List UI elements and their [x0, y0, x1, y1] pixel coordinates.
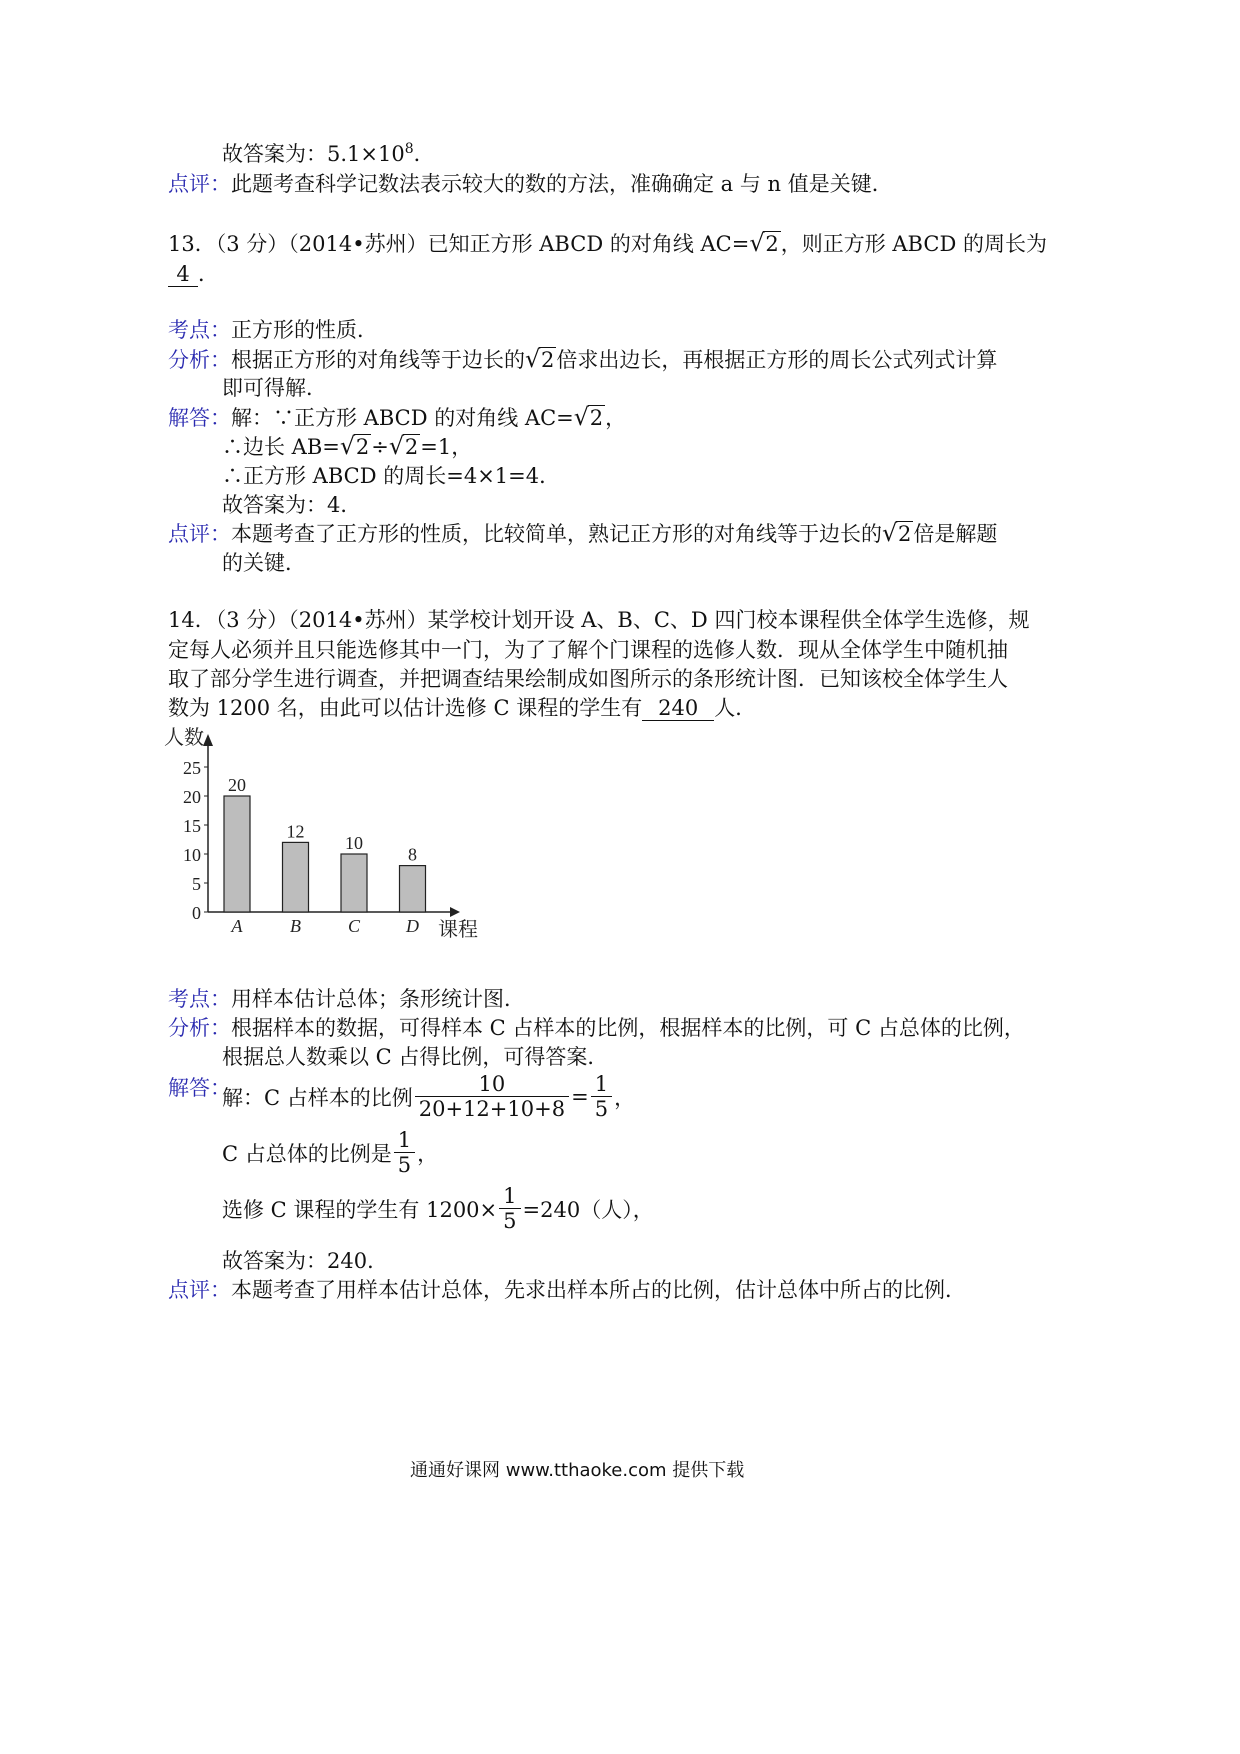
- q14-line1: [168, 604, 1029, 634]
- radicand: 2: [898, 522, 912, 546]
- q14-text-4b: 人．: [714, 696, 757, 720]
- q13-answer-end: ．: [198, 262, 219, 286]
- q13-jieda: [168, 402, 626, 432]
- x-axis-label: 课程: [438, 917, 478, 941]
- numerator: 1: [594, 1072, 609, 1096]
- q13-stem: [168, 228, 1047, 258]
- dianping-text: 本题考查了用样本估计总体，先求出样本所占的比例，估计总体中所占的比例．: [231, 1278, 966, 1302]
- sol4: 故答案为：240．: [222, 1249, 389, 1273]
- bar-chart: [150, 722, 490, 944]
- x-tick-label: B: [290, 916, 301, 936]
- x-axis-arrow: [450, 907, 460, 917]
- sol2-end: ，: [417, 1141, 439, 1166]
- q13-sol2: [222, 431, 472, 461]
- jieda-label: 解答：: [168, 1076, 231, 1100]
- q13-dianping-cont: [222, 547, 306, 577]
- numerator: 1: [503, 1184, 517, 1208]
- q13-stem-b: ，则正方形 ABCD 的周长为: [780, 232, 1047, 256]
- denominator: 20+12+10+8: [415, 1096, 569, 1121]
- sol1-a: 解：C 占样本的比例: [222, 1085, 413, 1110]
- bar: [341, 854, 367, 912]
- fenxi-label: 分析：: [168, 348, 231, 372]
- kaodian-text: 正方形的性质．: [231, 318, 378, 342]
- fraction: [394, 1128, 415, 1177]
- data-label: 10: [345, 833, 363, 853]
- fenxi-a: 根据样本的数据，可得样本 C 占样本的比例，根据样本的比例，可 C 占总体的比例，: [231, 1016, 1025, 1040]
- radicand: 2: [765, 232, 779, 256]
- y-axis-label: 人数: [164, 725, 204, 749]
- dianping-label: 点评：: [168, 522, 231, 546]
- prev-comment: [168, 168, 893, 198]
- sol4: 故答案为：4．: [222, 493, 362, 517]
- q14-text-2: 定每人必须并且只能选修其中一门，为了了解个门课程的选修人数．现从全体学生中随机抽: [168, 638, 1008, 662]
- q14-text-4a: 数为 1200 名，由此可以估计选修 C 课程的学生有: [168, 696, 643, 720]
- dianping-label: 点评：: [168, 1278, 231, 1302]
- sqrt-2: √ 2: [388, 432, 419, 460]
- q13-answer-line: [168, 258, 219, 288]
- sol2-a: ∴边长 AB=: [222, 435, 340, 459]
- q14-sol3: [222, 1184, 654, 1233]
- q14-sol1: [222, 1072, 635, 1121]
- prev-answer-exponent: 8: [404, 141, 414, 157]
- sol2-b: =1，: [420, 435, 473, 459]
- radicand: 2: [355, 435, 370, 459]
- y-tick-label: 15: [183, 816, 201, 836]
- q14-fenxi-cont: [222, 1041, 608, 1071]
- prev-answer-end: ．: [413, 142, 435, 166]
- fenxi-a: 根据正方形的对角线等于边长的: [231, 348, 525, 372]
- x-tick-label: D: [406, 916, 419, 936]
- denominator: 5: [591, 1096, 612, 1121]
- q14-fenxi: [168, 1012, 1025, 1042]
- comment-label: 点评：: [168, 172, 231, 196]
- fenxi-b: 根据总人数乘以 C 占得比例，可得答案．: [222, 1045, 609, 1069]
- fraction: [591, 1072, 612, 1121]
- q13-fenxi: [168, 344, 997, 374]
- y-axis-arrow: [203, 734, 213, 746]
- equals: =: [571, 1084, 589, 1109]
- dianping-c: 的关键．: [222, 551, 306, 575]
- sol3-b: =240（人），: [522, 1197, 654, 1222]
- prev-answer-text: 故答案为：5.1×10: [222, 142, 405, 166]
- y-tick-label: 10: [183, 845, 201, 865]
- sol3-a: 选修 C 课程的学生有 1200×: [222, 1197, 498, 1222]
- radicand: 2: [541, 348, 555, 372]
- q13-kaodian: [168, 314, 378, 344]
- sol1-end: ，: [614, 1085, 636, 1110]
- bar: [224, 796, 250, 912]
- sqrt-2: √ 2: [573, 403, 604, 431]
- divide-sign: ÷: [371, 435, 389, 459]
- y-tick-label: 0: [192, 903, 201, 923]
- q13-sol4: [222, 489, 361, 519]
- jieda-label: 解答：: [168, 406, 231, 430]
- q14-text-3: 取了部分学生进行调查，并把调查结果绘制成如图所示的条形统计图．已知该校全体学生人: [168, 667, 1008, 691]
- q14-sol2: [222, 1128, 438, 1177]
- kaodian-label: 考点：: [168, 318, 231, 342]
- sol1-a: 解：∵正方形 ABCD 的对角线 AC=: [231, 406, 574, 430]
- comment-text: 此题考查科学记数法表示较大的数的方法，准确确定 a 与 n 值是关键．: [231, 172, 893, 196]
- denominator: 5: [499, 1208, 520, 1233]
- q14-text-1: 14．（3 分）（2014•苏州）某学校计划开设 A、B、C、D 四门校本课程供全体学生选修，规: [168, 608, 1030, 632]
- fenxi-b: 倍求出边长，再根据正方形的周长公式列式计算: [556, 348, 998, 372]
- q14-line4: [168, 692, 756, 722]
- dianping-b: 倍是解题: [913, 522, 998, 546]
- q14-sol4: [222, 1245, 388, 1275]
- data-label: 8: [408, 844, 417, 865]
- sol2-a: C 占总体的比例是: [222, 1141, 392, 1166]
- kaodian-text: 用样本估计总体；条形统计图．: [231, 987, 525, 1011]
- prev-answer: [222, 138, 435, 168]
- q14-line2: [168, 634, 1008, 664]
- y-tick-label: 25: [183, 758, 201, 778]
- x-tick-label: A: [231, 916, 243, 936]
- fraction: [415, 1072, 569, 1121]
- y-tick-label: 20: [183, 787, 201, 807]
- page-footer: [410, 1456, 744, 1482]
- bar: [283, 842, 309, 912]
- radicand: 2: [589, 406, 604, 430]
- q14-line3: [168, 663, 1008, 693]
- q13-answer-blank: 4: [168, 262, 198, 287]
- numerator: 10: [478, 1072, 506, 1096]
- data-label: 12: [286, 821, 305, 842]
- q14-answer-blank: 240: [642, 696, 714, 721]
- sqrt-2: √ 2: [882, 519, 912, 547]
- footer-text: 通通好课网 www.tthaoke.com 提供下载: [410, 1460, 745, 1481]
- q13-dianping: [168, 518, 997, 548]
- sqrt-2: √ 2: [749, 229, 779, 257]
- data-label: 20: [228, 775, 246, 795]
- denominator: 5: [394, 1152, 415, 1177]
- sqrt-2: √ 2: [525, 345, 555, 373]
- bar: [400, 866, 426, 912]
- sol1-b: ，: [605, 406, 627, 430]
- q14-kaodian: [168, 983, 525, 1013]
- x-tick-label: C: [347, 916, 361, 936]
- q13-stem-a: 13．（3 分）（2014•苏州）已知正方形 ABCD 的对角线 AC=: [168, 232, 750, 256]
- dianping-a: 本题考查了正方形的性质，比较简单，熟记正方形的对角线等于边长的: [231, 522, 882, 546]
- fenxi-c: 即可得解．: [222, 376, 327, 400]
- radicand: 2: [404, 435, 419, 459]
- sqrt-2: √ 2: [339, 432, 370, 460]
- numerator: 1: [397, 1128, 412, 1152]
- q14-dianping: [168, 1274, 966, 1304]
- y-tick-label: 5: [192, 874, 201, 894]
- fraction: [499, 1184, 520, 1233]
- kaodian-label: 考点：: [168, 987, 231, 1011]
- q13-sol3: [222, 460, 560, 490]
- sol3: ∴正方形 ABCD 的周长=4×1=4．: [222, 464, 561, 488]
- q13-fenxi-cont: [222, 372, 327, 402]
- fenxi-label: 分析：: [168, 1016, 231, 1040]
